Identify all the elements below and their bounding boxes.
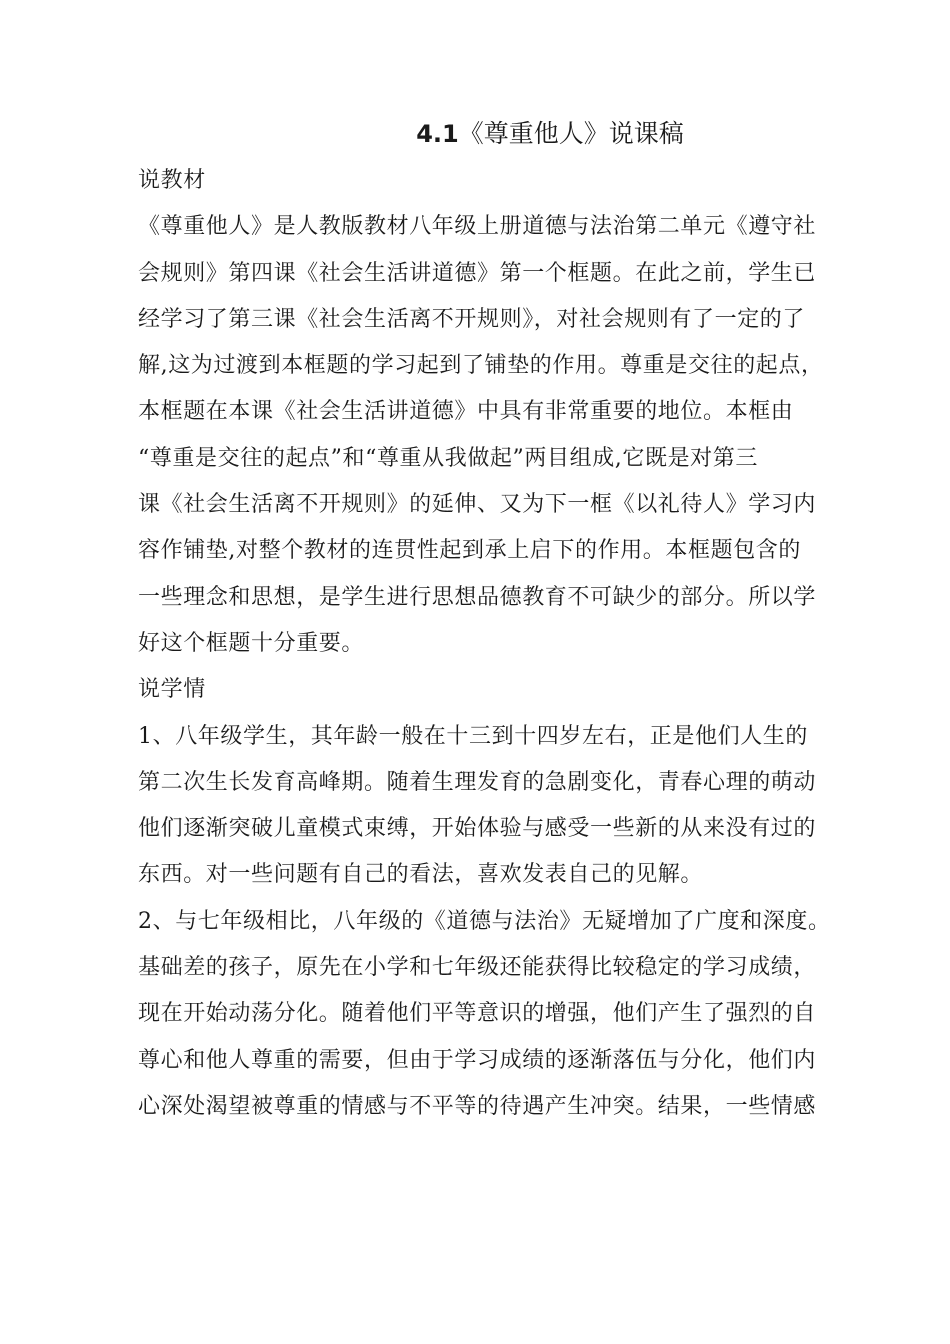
paragraph-line: 基础差的孩子，原先在小学和七年级还能获得比较稳定的学习成绩， <box>138 955 817 981</box>
paragraph-line: 好这个框题十分重要。 <box>138 630 365 656</box>
paragraph-line: 尊心和他人尊重的需要，但由于学习成绩的逐渐落伍与分化，他们内 <box>138 1047 817 1073</box>
section-heading-students: 说学情 <box>138 677 206 703</box>
paragraph-line: 解,这为过渡到本框题的学习起到了铺垫的作用。尊重是交往的起点， <box>138 353 824 379</box>
paragraph-line: 东西。对一些问题有自己的看法，喜欢发表自己的见解。 <box>138 862 704 888</box>
document-body <box>138 158 831 1130</box>
paragraph-line: 课《社会生活离不开规则》的延伸、又为下一框《以礼待人》学习内 <box>138 492 817 518</box>
paragraph-line: 1、八年级学生，其年龄一般在十三到十四岁左右，正是他们人生的 <box>138 723 808 749</box>
paragraph-line: “尊重是交往的起点”和“尊重从我做起”两目组成,它既是对第三 <box>138 445 758 471</box>
paragraph-line: 经学习了第三课《社会生活离不开规则》，对社会规则有了一定的了 <box>138 306 806 332</box>
paragraph-line: 会规则》第四课《社会生活讲道德》第一个框题。在此之前，学生已 <box>138 260 817 286</box>
paragraph-line: 第二次生长发育高峰期。随着生理发育的急剧变化，青春心理的萌动 <box>138 769 817 795</box>
document-title <box>0 112 950 156</box>
paragraph-line: 现在开始动荡分化。随着他们平等意识的增强，他们产生了强烈的自 <box>138 1001 817 1027</box>
paragraph-line: 《尊重他人》是人教版教材八年级上册道德与法治第二单元《遵守社 <box>138 214 817 240</box>
paragraph-line: 2、与七年级相比，八年级的《道德与法治》无疑增加了广度和深度。 <box>138 908 831 934</box>
title-text: 《尊重他人》说课稿 <box>458 119 684 148</box>
section-heading-textbook: 说教材 <box>138 168 206 193</box>
paragraph-line: 本框题在本课《社会生活讲道德》中具有非常重要的地位。本框由 <box>138 399 794 425</box>
paragraph-line: 容作铺垫,对整个教材的连贯性起到承上启下的作用。本框题包含的 <box>138 538 801 564</box>
paragraph-line: 一些理念和思想，是学生进行思想品德教育不可缺少的部分。所以学 <box>138 584 817 610</box>
paragraph-line: 他们逐渐突破儿童模式束缚，开始体验与感受一些新的从来没有过的 <box>138 816 817 842</box>
paragraph-line: 心深处渴望被尊重的情感与不平等的待遇产生冲突。结果，一些情感 <box>138 1093 817 1119</box>
title-number: 4.1 <box>416 120 459 148</box>
